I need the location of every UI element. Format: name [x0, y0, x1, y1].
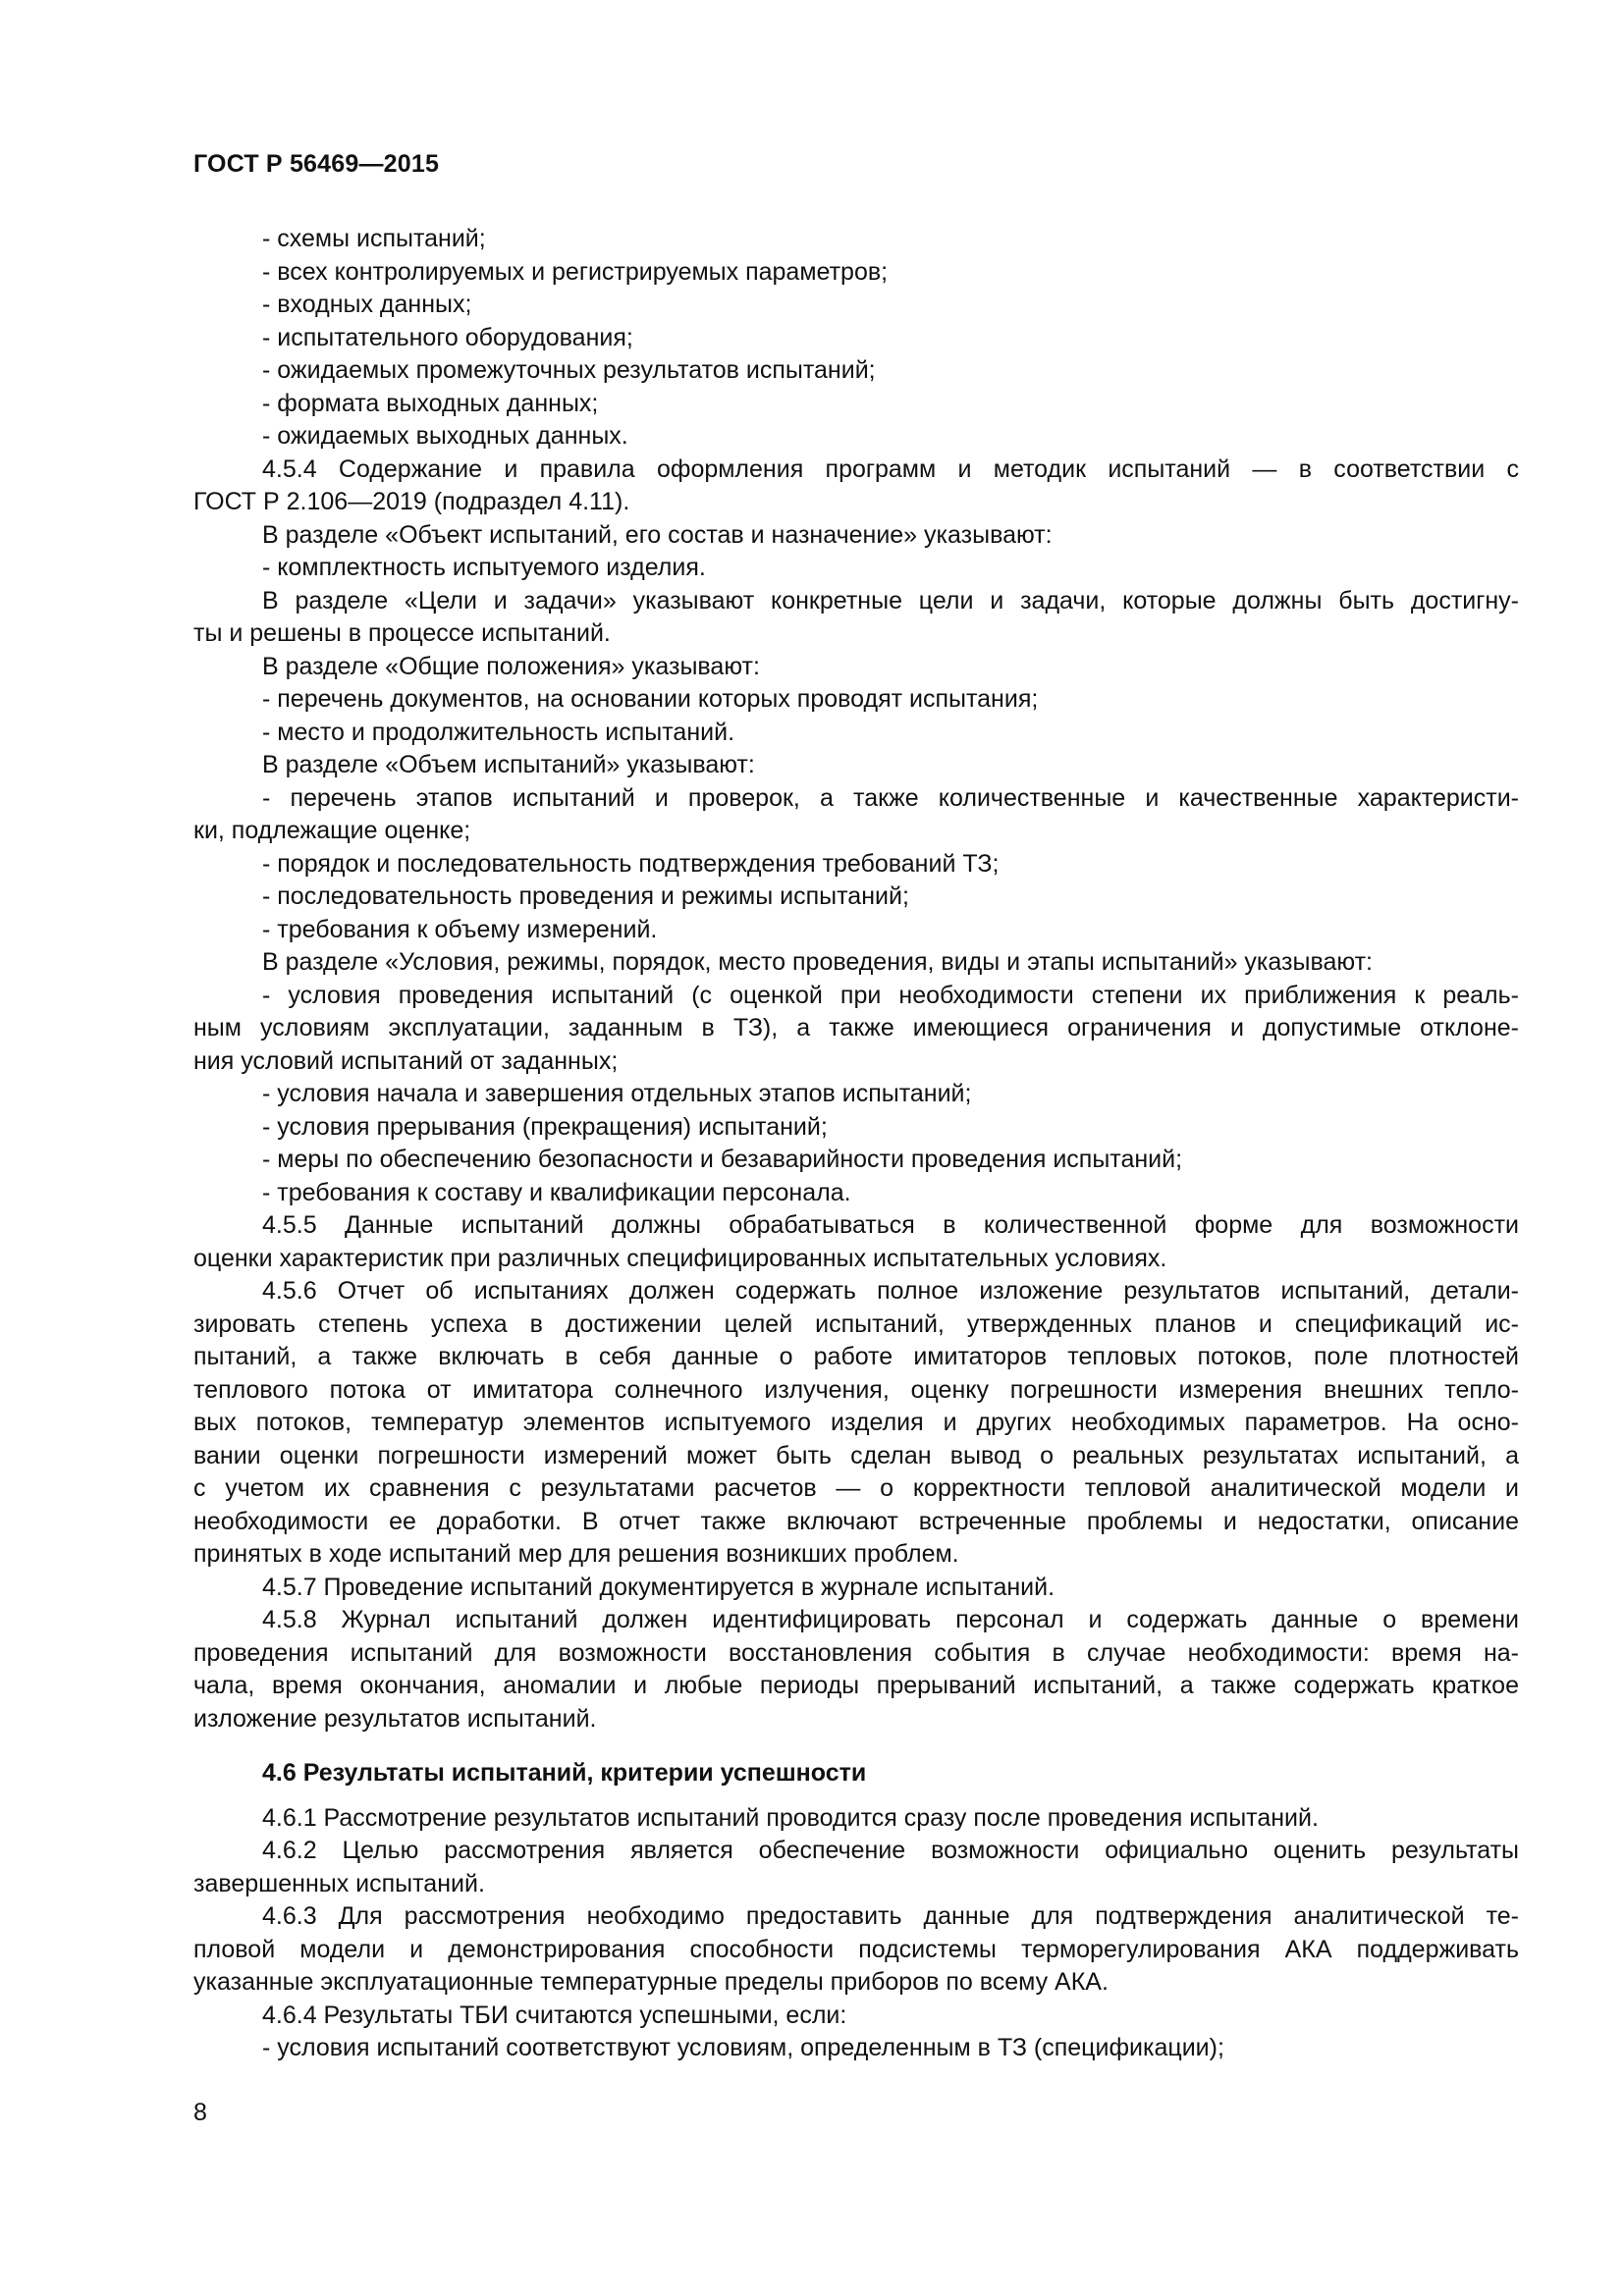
list-item: - испытательного оборудования; — [262, 323, 633, 351]
list-item: - входных данных; — [262, 291, 472, 318]
list-item: - меры по обеспечению безопасности и безаварийности проведения испытаний; — [262, 1146, 1183, 1173]
list-item: - место и продолжительность испытаний. — [262, 718, 735, 746]
list-item: - условия прерывания (прекращения) испытаний; — [262, 1112, 828, 1141]
list-item: - требования к объему измерений. — [262, 915, 658, 943]
paragraph-line: ты и решены в процессе испытаний. — [193, 619, 611, 647]
paragraph-line: оценки характеристик при различных специфицированных испытательных условиях. — [193, 1244, 1167, 1272]
list-item: - условия испытаний соответствуют условиям, определенным в ТЗ (спецификации); — [262, 2034, 1224, 2061]
paragraph-line: вых потоков, температур элементов испытуемого изделия и других необходимых параметров. На осно- — [193, 1409, 1519, 1436]
paragraph-line: 4.5.5 Данные испытаний должны обрабатываться в количественной форме для возможности — [262, 1211, 1519, 1239]
paragraph-line: 4.6.2 Целью рассмотрения является обеспечение возможности официально оценить результаты — [262, 1837, 1519, 1864]
list-item: - условия начала и завершения отдельных этапов испытаний; — [262, 1080, 972, 1107]
section-heading: 4.6 Результаты испытаний, критерии успешности — [262, 1759, 867, 1787]
paragraph-line: указанные эксплуатационные температурные пределы приборов по всему АКА. — [193, 1968, 1109, 1996]
list-item-continuation: ным условиям эксплуатации, заданным в ТЗ), а также имеющиеся ограничения и допустимые отклоне- — [193, 1014, 1519, 1041]
paragraph-line: 4.5.7 Проведение испытаний документируется в журнале испытаний. — [262, 1573, 1056, 1601]
paragraph-line: теплового потока от имитатора солнечного излучения, оценку погрешности измерения внешних тепло- — [193, 1375, 1519, 1404]
paragraph-line: вании оценки погрешности измерений может быть сделан вывод о реальных результатах испытаний, а — [193, 1441, 1519, 1469]
paragraph-line: проведения испытаний для возможности восстановления события в случае необходимости: время на- — [193, 1638, 1519, 1667]
paragraph-line: принятых в ходе испытаний мер для решения возникших проблем. — [193, 1540, 959, 1568]
list-item-continuation: ки, подлежащие оценке; — [193, 817, 471, 844]
paragraph-line: 4.5.8 Журнал испытаний должен идентифицировать персонал и содержать данные о времени — [262, 1606, 1519, 1633]
section-spacer — [193, 1790, 1519, 1802]
paragraph-line: 4.6.1 Рассмотрение результатов испытаний проводится сразу после проведения испытаний. — [262, 1803, 1319, 1832]
page-number: 8 — [193, 2099, 207, 2126]
list-item: - последовательность проведения и режимы испытаний; — [262, 882, 909, 910]
paragraph-line: завершенных испытаний. — [193, 1869, 485, 1897]
list-item: - условия проведения испытаний (с оценкой при необходимости степени их приближения к реаль- — [262, 981, 1519, 1009]
paragraph-line: зировать степень успеха в достижении целей испытаний, утвержденных планов и спецификаций ис- — [193, 1309, 1519, 1338]
list-item: - формата выходных данных; — [262, 389, 599, 417]
paragraph-line: чала, время окончания, аномалии и любые периоды прерываний испытаний, а также содержать краткое — [193, 1672, 1519, 1699]
list-item: - перечень этапов испытаний и проверок, а также количественные и качественные характеристи- — [262, 783, 1519, 812]
paragraph-line: 4.5.6 Отчет об испытаниях должен содержать полное изложение результатов испытаний, детали- — [262, 1277, 1519, 1305]
paragraph-line: пловой модели и демонстрирования способности подсистемы терморегулирования АКА поддерживать — [193, 1935, 1519, 1963]
list-item: - комплектность испытуемого изделия. — [262, 554, 706, 581]
paragraph-line: с учетом их сравнения с результатами расчетов — о корректности тепловой аналитической модели и — [193, 1474, 1519, 1502]
standard-header: ГОСТ Р 56469—2015 — [193, 150, 440, 178]
list-item: - ожидаемых выходных данных. — [262, 422, 628, 450]
paragraph-line: В разделе «Условия, режимы, порядок, место проведения, виды и этапы испытаний» указывают: — [262, 948, 1373, 976]
list-item: - схемы испытаний; — [262, 225, 486, 252]
paragraph-line: 4.6.3 Для рассмотрения необходимо предоставить данные для подтверждения аналитической те- — [262, 1902, 1519, 1930]
list-item: - всех контролируемых и регистрируемых параметров; — [262, 257, 889, 286]
paragraph-line: В разделе «Объем испытаний» указывают: — [262, 751, 755, 778]
paragraph-line: В разделе «Объект испытаний, его состав и назначение» указывают: — [262, 520, 1053, 549]
list-item: - требования к составу и квалификации персонала. — [262, 1178, 851, 1206]
paragraph-line: ГОСТ Р 2.106—2019 (подраздел 4.11). — [193, 488, 630, 515]
paragraph-line: пытаний, а также включать в себя данные о работе имитаторов тепловых потоков, поле плотностей — [193, 1343, 1519, 1370]
paragraph-line: необходимости ее доработки. В отчет также включают встреченные проблемы и недостатки, описание — [193, 1507, 1519, 1535]
paragraph-line: изложение результатов испытаний. — [193, 1704, 597, 1733]
list-item: - порядок и последовательность подтверждения требований ТЗ; — [262, 849, 1000, 878]
paragraph-line: В разделе «Цели и задачи» указывают конкретные цели и задачи, которые должны быть достигну- — [262, 586, 1519, 614]
list-item: - ожидаемых промежуточных результатов испытаний; — [262, 356, 876, 384]
paragraph-line: В разделе «Общие положения» указывают: — [262, 652, 760, 680]
list-item: - перечень документов, на основании которых проводят испытания; — [262, 685, 1039, 713]
document-body — [193, 223, 1519, 2065]
paragraph-line: 4.6.4 Результаты ТБИ считаются успешными, если: — [262, 2001, 847, 2029]
paragraph-line: 4.5.4 Содержание и правила оформления программ и методик испытаний — в соответствии с — [262, 454, 1519, 483]
list-item-continuation: ния условий испытаний от заданных; — [193, 1046, 619, 1075]
section-spacer — [193, 1735, 1519, 1757]
